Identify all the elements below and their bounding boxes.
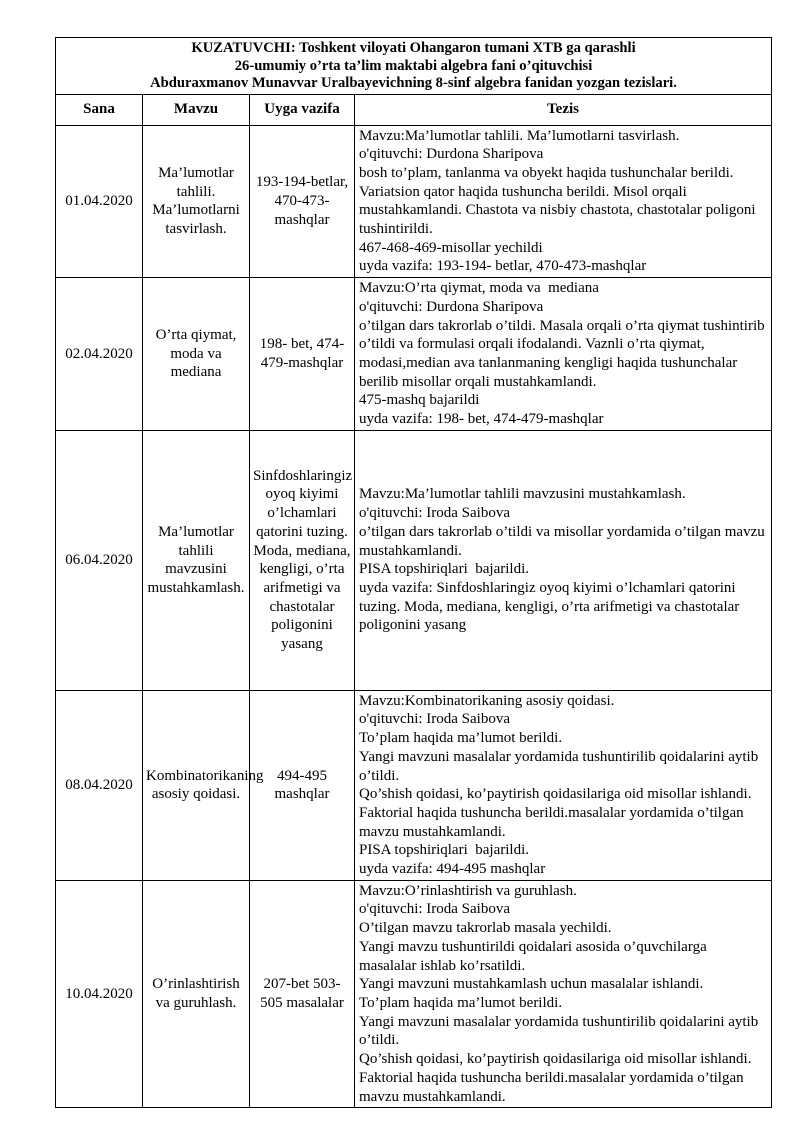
topic-cell: Ma’lumotlar tahlili mavzusini mustahkamlash. — [143, 430, 250, 690]
table-row — [56, 880, 772, 1107]
thesis-line: Mavzu:O’rinlashtirish va guruhlash. — [359, 882, 577, 899]
thesis-line: o'qituvchi: Iroda Saibova — [359, 505, 511, 522]
homework-cell: 198- bet, 474-479-mashqlar — [250, 278, 355, 431]
thesis-line: Yangi mavzu tushuntirildi qoidalari asosida o’quvchilarga masalalar ishlab ko’rsatildi. — [359, 938, 711, 974]
date-cell: 01.04.2020 — [56, 125, 143, 278]
thesis-cell — [355, 430, 772, 690]
thesis-line: Yangi mavzuni masalalar yordamida tushuntirilib qoidalarini aytib o’tildi. — [359, 1013, 762, 1049]
header-row — [56, 94, 772, 125]
lesson-table — [55, 37, 772, 1108]
topic-cell: O’rta qiymat, moda va mediana — [143, 278, 250, 431]
thesis-line: Mavzu:O’rta qiymat, moda va mediana — [359, 280, 599, 297]
thesis-line: uyda vazifa: Sinfdoshlaringiz oyoq kiyimi o’lchamlari qatorini tuzing. Moda, mediana, kengligi, o’rta arifmetigi va chastotalar poligonini yasang — [359, 579, 744, 634]
thesis-cell — [355, 690, 772, 880]
column-header-sana: Sana — [56, 94, 143, 125]
thesis-line: PISA topshiriqlari bajarildi. — [359, 842, 529, 859]
thesis-cell — [355, 125, 772, 278]
thesis-line: bosh to’plam, tanlanma va obyekt haqida tushunchalar berildi. Variatsion qator haqida tushuncha berildi. Misol orqali mustahkamlandi. Chastota va nisbiy chastota, chastotalar poligoni tushintirildi. — [359, 164, 760, 238]
topic-cell: Kombinatorikaning asosiy qoidasi. — [143, 690, 250, 880]
topic-cell: Ma’lumotlar tahlili. Ma’lumotlarni tasvirlash. — [143, 125, 250, 278]
homework-cell: 193-194-betlar, 470-473-mashqlar — [250, 125, 355, 278]
title-row — [56, 38, 772, 95]
thesis-line: O’tilgan mavzu takrorlab masala yechildi. — [359, 920, 612, 937]
homework-cell: 207-bet 503-505 masalalar — [250, 880, 355, 1107]
table-row — [56, 430, 772, 690]
title-line-2: 26-umumiy o’rta ta’lim maktabi algebra fani o’qituvchisi — [234, 57, 593, 74]
table-row — [56, 125, 772, 278]
table-row — [56, 690, 772, 880]
thesis-line: o’tilgan dars takrorlab o’tildi va misollar yordamida o’tilgan mavzu mustahkamlandi. — [359, 523, 769, 559]
thesis-cell — [355, 278, 772, 431]
thesis-line: o'qituvchi: Durdona Sharipova — [359, 298, 544, 315]
thesis-line: Qo’shish qoidasi, ko’paytirish qoidasilariga oid misollar ishlandi. Faktorial haqida tushuncha berildi.masalalar yordamida o’tilgan mavzu mustahkamlandi. — [359, 1051, 756, 1105]
document-page — [55, 37, 771, 1108]
title-line-3: Abduraxmanov Munavvar Uralbayevichning 8-sinf algebra fanidan yozgan tezislari. — [150, 75, 677, 91]
thesis-cell — [355, 880, 772, 1107]
thesis-line: Yangi mavzuni mustahkamlash uchun masalalar ishlandi. — [359, 976, 704, 993]
thesis-line: uyda vazifa: 198- bet, 474-479-mashqlar — [359, 411, 604, 428]
thesis-line: 467-468-469-misollar yechildi — [359, 239, 543, 256]
column-header-tezis: Tezis — [355, 94, 772, 125]
date-cell: 02.04.2020 — [56, 278, 143, 431]
thesis-line: o'qituvchi: Iroda Saibova — [359, 711, 511, 728]
homework-cell: Sinfdoshlaringiz oyoq kiyimi o’lchamlari qatorini tuzing. Moda, mediana, kengligi, o’rta arifmetigi va chastotalar poligonini yasang — [250, 430, 355, 690]
thesis-line: o'qituvchi: Durdona Sharipova — [359, 146, 544, 163]
thesis-line: uyda vazifa: 193-194- betlar, 470-473-mashqlar — [359, 258, 647, 275]
thesis-line: PISA topshiriqlari bajarildi. — [359, 561, 529, 578]
column-header-mavzu: Mavzu — [143, 94, 250, 125]
thesis-line: Mavzu:Ma’lumotlar tahlili. Ma’lumotlarni tasvirlash. — [359, 127, 680, 144]
thesis-line: 475-mashq bajarildi — [359, 392, 480, 409]
table-row — [56, 278, 772, 431]
thesis-line: Mavzu:Ma’lumotlar tahlili mavzusini mustahkamlash. — [359, 486, 686, 503]
thesis-line: To’plam haqida ma’lumot berildi. — [359, 730, 563, 747]
thesis-line: To’plam haqida ma’lumot berildi. — [359, 995, 563, 1011]
topic-cell: O’rinlashtirish va guruhlash. — [143, 880, 250, 1107]
date-cell: 08.04.2020 — [56, 690, 143, 880]
date-cell: 10.04.2020 — [56, 880, 143, 1107]
homework-cell: 494-495 mashqlar — [250, 690, 355, 880]
thesis-line: Qo’shish qoidasi, ko’paytirish qoidasilariga oid misollar ishlandi. Faktorial haqida tushuncha berildi.masalalar yordamida o’tilgan mavzu mustahkamlandi. — [359, 786, 756, 840]
date-cell: 06.04.2020 — [56, 430, 143, 690]
thesis-line: uyda vazifa: 494-495 mashqlar — [359, 861, 546, 878]
thesis-line: o’tilgan dars takrorlab o’tildi. Masala orqali o’rta qiymat tushintirib o’tildi va formulasi orqali ifodalandi. Vaznli o’rta qiymat, modasi,median ava tanlanmaning kengligi haqida tushunchalar berilib misollar orqali mustahkamlandi. — [359, 317, 769, 390]
title-line-1: KUZATUVCHI: Toshkent viloyati Ohangaron tumani XTB ga qarashli — [191, 40, 636, 56]
thesis-line: Yangi mavzuni masalalar yordamida tushuntirilib qoidalarini aytib o’tildi. — [359, 748, 762, 784]
document-title — [56, 38, 772, 95]
thesis-line: o'qituvchi: Iroda Saibova — [359, 901, 511, 918]
thesis-line: Mavzu:Kombinatorikaning asosiy qoidasi. — [359, 692, 615, 709]
column-header-vazifa: Uyga vazifa — [250, 94, 355, 125]
